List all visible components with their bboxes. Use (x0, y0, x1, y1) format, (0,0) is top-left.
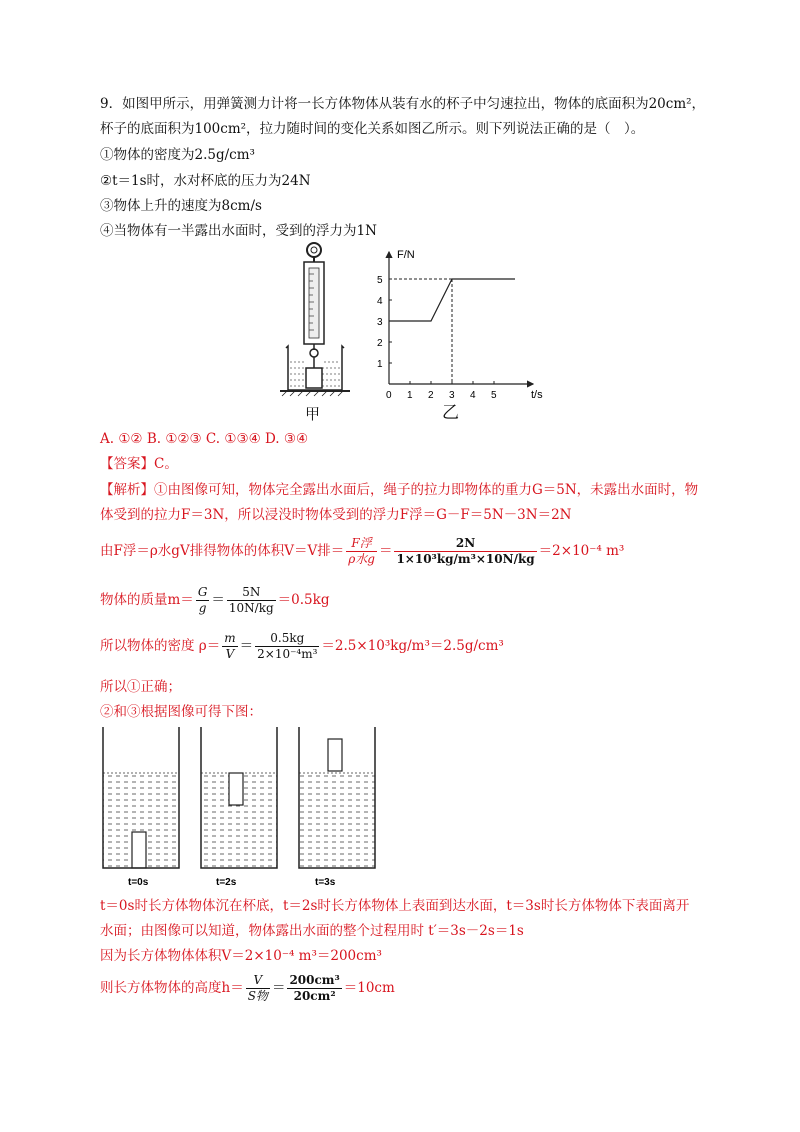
y-axis-label: F/N (397, 249, 415, 261)
statement-3: ③物体上升的速度为8cm/s (100, 198, 262, 214)
mass-equation: 物体的质量m＝ $\frac{G}{g}$ ＝ $\frac{5N}{10N/kg}$ ＝0.5kg (100, 585, 330, 615)
height-equation: 则长方体物体的高度h＝ $\frac{V}{\text{S物}}$ ＝ $\frac{\text{200cm³}}{\text{20cm²}}$ ＝10cm (100, 973, 395, 1003)
cup-label-t0: t=0s (128, 877, 149, 888)
y-tick-label: 1 (377, 359, 383, 370)
y-tick-label: 2 (377, 338, 383, 349)
cups-diagram (100, 725, 390, 890)
x-tick-label: 5 (491, 390, 497, 401)
analysis-correct-1: 所以①正确； (100, 679, 181, 695)
x-tick-label: 3 (449, 390, 455, 401)
x-tick-label: 1 (407, 390, 413, 401)
figure-jia-label: 甲 (305, 405, 321, 423)
statement-1: ①物体的密度为2.5g/cm³ (100, 147, 255, 163)
x-tick-label: 4 (470, 390, 476, 401)
x-axis-label: t/s (531, 389, 543, 401)
cup-t2 (201, 727, 277, 868)
x-tick-label: 0 (386, 390, 392, 401)
cup-label-t3: t=3s (315, 877, 336, 888)
bottom-line-3: 因为长方体物体体积V＝2×10⁻⁴ m³＝200cm³ (100, 948, 382, 964)
cup-t3 (299, 727, 375, 868)
figure-yi-label: 乙 (442, 403, 459, 423)
figure-yi-force-time-graph (365, 244, 545, 404)
question-line-2: 杯子的底面积为100cm²，拉力随时间的变化关系如图乙所示。则下列说法正确的是（ ）。 (100, 121, 645, 137)
figure-jia-spring-scale (278, 240, 358, 430)
statement-2: ②t＝1s时，水对杯底的压力为24N (100, 173, 311, 189)
statement-4: ④当物体有一半露出水面时，受到的浮力为1N (100, 223, 377, 239)
x-tick-label: 2 (428, 390, 434, 401)
cup-t0 (103, 727, 179, 868)
analysis-line-2: 体受到的拉力F＝3N，所以浸没时物体受到的浮力F浮＝G－F＝5N－3N＝2N (100, 507, 572, 523)
y-tick-label: 4 (377, 296, 383, 307)
answer-options: A. ①② B. ①②③ C. ①③④ D. ③④ (100, 431, 309, 447)
volume-equation: 由F浮＝ρ水gV排得物体的体积V＝V排＝ $\frac{\text{F浮}}{\text{ρ水g}}$ ＝ $\frac{2N}{\text{1×10³kg/m³×10N/kg}}$ ＝2×10⁻⁴ m³ (100, 536, 625, 566)
bottom-line-1: t＝0s时长方体物体沉在杯底，t＝2s时长方体物体上表面到达水面，t＝3s时长方体物体下表面离开 (100, 898, 690, 914)
analysis-intro-2-3: ②和③根据图像可得下图： (100, 704, 262, 720)
question-line-1: 9．如图甲所示，用弹簧测力计将一长方体物体从装有水的杯子中匀速拉出，物体的底面积为20cm²， (100, 96, 706, 112)
density-equation: 所以物体的密度 ρ＝ $\frac{m}{V}$ ＝ $\frac{0.5kg}{\text{2×10⁻⁴m³}}$ ＝2.5×10³kg/m³＝2.5g/cm³ (100, 631, 504, 661)
bottom-line-2: 水面；由图像可以知道，物体露出水面的整个过程用时 t′＝3s－2s＝1s (100, 923, 524, 939)
y-tick-label: 3 (377, 317, 383, 328)
y-tick-label: 5 (377, 275, 383, 286)
answer: 【答案】C。 (100, 456, 178, 472)
analysis-line-1: 【解析】①由图像可知，物体完全露出水面后，绳子的拉力即物体的重力G＝5N，未露出水面时，物 (100, 482, 699, 498)
cup-label-t2: t=2s (216, 877, 237, 888)
